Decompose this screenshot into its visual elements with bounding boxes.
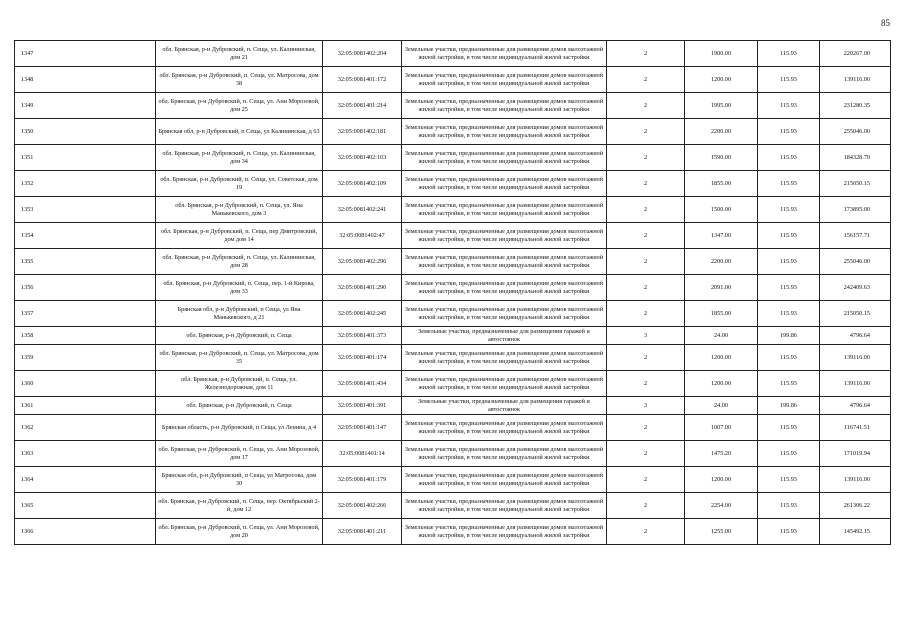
- area-cell: 1200.00: [685, 371, 758, 397]
- land-use-cell: Земельные участки, предназначенные для размещения домов малоэтажной жилой застройки, в том числе индивидуальной жилой застройки: [402, 249, 607, 275]
- row-number-cell: 1366: [15, 519, 156, 545]
- cadastral-number-cell: 32:05:0081402:266: [323, 493, 402, 519]
- area-cell: 1200.00: [685, 67, 758, 93]
- rate-cell: 115.93: [758, 371, 820, 397]
- row-number-cell: 1353: [15, 197, 156, 223]
- land-use-cell: Земельные участки, предназначенные для размещения домов малоэтажной жилой застройки, в том числе индивидуальной жилой застройки: [402, 145, 607, 171]
- category-cell: 2: [607, 197, 685, 223]
- area-cell: 1855.00: [685, 301, 758, 327]
- area-cell: 1347.00: [685, 223, 758, 249]
- address-cell: Брянская обл, р-н Дубровский, п Сеща, ул Яна Манькевского, д 21: [156, 301, 323, 327]
- cadastral-number-cell: 32:05:0081402:109: [323, 171, 402, 197]
- table-row: [15, 249, 891, 275]
- cadastral-number-cell: 32:05:0081401:211: [323, 519, 402, 545]
- land-use-cell: Земельные участки, предназначенные для размещения домов малоэтажной жилой застройки, в том числе индивидуальной жилой застройки: [402, 119, 607, 145]
- address-cell: Брянская обл, р-н Дубровский, п Сеща, ул Калининская, д 63: [156, 119, 323, 145]
- rate-cell: 199.86: [758, 397, 820, 415]
- cadastral-value-cell: 139116.00: [820, 67, 891, 93]
- rate-cell: 115.93: [758, 67, 820, 93]
- row-number-cell: 1359: [15, 345, 156, 371]
- table-row: [15, 345, 891, 371]
- land-use-cell: Земельные участки, предназначенные для размещения домов малоэтажной жилой застройки, в том числе индивидуальной жилой застройки: [402, 519, 607, 545]
- category-cell: 3: [607, 327, 685, 345]
- table-row: [15, 301, 891, 327]
- address-cell: обл. Брянская, р-н Дубровский, п. Сеща, ул. Советская, дом 19: [156, 171, 323, 197]
- cadastral-value-cell: 261306.22: [820, 493, 891, 519]
- row-number-cell: 1351: [15, 145, 156, 171]
- row-number-cell: 1356: [15, 275, 156, 301]
- area-cell: 24.00: [685, 327, 758, 345]
- area-cell: 1855.00: [685, 171, 758, 197]
- address-cell: Брянская область, р-н Дубровский, п Сеща, ул Ленина, д 4: [156, 415, 323, 441]
- rate-cell: 199.86: [758, 327, 820, 345]
- cadastral-value-cell: 231280.35: [820, 93, 891, 119]
- table-row: [15, 371, 891, 397]
- cadastral-number-cell: 32:05:0081402:241: [323, 197, 402, 223]
- category-cell: 2: [607, 67, 685, 93]
- table-row: [15, 275, 891, 301]
- category-cell: 2: [607, 275, 685, 301]
- area-cell: 1995.00: [685, 93, 758, 119]
- cadastral-value-cell: 255046.00: [820, 249, 891, 275]
- rate-cell: 115.93: [758, 223, 820, 249]
- category-cell: 2: [607, 119, 685, 145]
- category-cell: 2: [607, 345, 685, 371]
- rate-cell: 115.93: [758, 93, 820, 119]
- category-cell: 2: [607, 467, 685, 493]
- address-cell: обл. Брянская, р-н Дубровский, п. Сеща, ул. Ани Морозовой, дом 20: [156, 519, 323, 545]
- row-number-cell: 1365: [15, 493, 156, 519]
- land-use-cell: Земельные участки, предназначенные для размещения домов малоэтажной жилой застройки, в том числе индивидуальной жилой застройки: [402, 67, 607, 93]
- table-row: [15, 223, 891, 249]
- rate-cell: 115.93: [758, 441, 820, 467]
- table-row: [15, 493, 891, 519]
- cadastral-number-cell: 32:05:0081401:147: [323, 415, 402, 441]
- address-cell: обл. Брянская, р-н Дубровский, п. Сеща, пер Дмитровский, дом дом 14: [156, 223, 323, 249]
- cadastral-value-cell: 145492.15: [820, 519, 891, 545]
- area-cell: 2091.00: [685, 275, 758, 301]
- cadastral-value-cell: 255046.00: [820, 119, 891, 145]
- land-use-cell: Земельные участки, предназначенные для размещения домов малоэтажной жилой застройки, в том числе индивидуальной жилой застройки: [402, 223, 607, 249]
- table-row: [15, 467, 891, 493]
- land-use-cell: Земельные участки, предназначенные для размещения домов малоэтажной жилой застройки, в том числе индивидуальной жилой застройки: [402, 493, 607, 519]
- land-use-cell: Земельные участки, предназначенные для размещения домов малоэтажной жилой застройки, в том числе индивидуальной жилой застройки: [402, 93, 607, 119]
- cadastral-number-cell: 32:05:0081402:103: [323, 145, 402, 171]
- area-cell: 1007.00: [685, 415, 758, 441]
- cadastral-value-cell: 139116.00: [820, 371, 891, 397]
- address-cell: обл. Брянская, р-н Дубровский, п. Сеща, ул. Железнодорожная, дом 11: [156, 371, 323, 397]
- category-cell: 2: [607, 441, 685, 467]
- category-cell: 2: [607, 145, 685, 171]
- category-cell: 2: [607, 519, 685, 545]
- land-use-cell: Земельные участки, предназначенные для размещения домов малоэтажной жилой застройки, в том числе индивидуальной жилой застройки: [402, 275, 607, 301]
- rate-cell: 115.93: [758, 197, 820, 223]
- land-use-cell: Земельные участки, предназначенные для размещения домов малоэтажной жилой застройки, в том числе индивидуальной жилой застройки: [402, 441, 607, 467]
- rate-cell: 115.93: [758, 493, 820, 519]
- cadastral-number-cell: 32:05:0081402:296: [323, 249, 402, 275]
- cadastral-number-cell: 32:05:0081402:245: [323, 301, 402, 327]
- cadastral-value-cell: 4796.64: [820, 397, 891, 415]
- rate-cell: 115.93: [758, 345, 820, 371]
- area-cell: 1200.00: [685, 345, 758, 371]
- area-cell: 1475.20: [685, 441, 758, 467]
- cadastral-value-cell: 184328.70: [820, 145, 891, 171]
- address-cell: обл. Брянская, р-н Дубровский, п. Сеща: [156, 327, 323, 345]
- row-number-cell: 1363: [15, 441, 156, 467]
- address-cell: обл. Брянская, р-н Дубровский, п. Сеща, ул. Калининская, дом 28: [156, 249, 323, 275]
- address-cell: обл. Брянская, р-н Дубровский, п. Сеща, ул. Калининская, дом 21: [156, 41, 323, 67]
- row-number-cell: 1355: [15, 249, 156, 275]
- cadastral-value-cell: 156157.71: [820, 223, 891, 249]
- table-row: [15, 441, 891, 467]
- table-row: [15, 119, 891, 145]
- cadastral-number-cell: 32:05:0081401:14: [323, 441, 402, 467]
- row-number-cell: 1347: [15, 41, 156, 67]
- table-row: [15, 519, 891, 545]
- row-number-cell: 1361: [15, 397, 156, 415]
- cadastral-value-cell: 220267.00: [820, 41, 891, 67]
- table-body: [15, 41, 891, 545]
- cadastral-value-cell: 139116.00: [820, 345, 891, 371]
- land-use-cell: Земельные участки, предназначенные для размещения домов малоэтажной жилой застройки, в том числе индивидуальной жилой застройки: [402, 197, 607, 223]
- address-cell: обл. Брянская, р-н Дубровский, п. Сеща, ул. Матросова, дом 38: [156, 67, 323, 93]
- area-cell: 1500.00: [685, 197, 758, 223]
- rate-cell: 115.93: [758, 119, 820, 145]
- cadastral-number-cell: 32:05:0081402:47: [323, 223, 402, 249]
- cadastral-value-cell: 171019.94: [820, 441, 891, 467]
- category-cell: 2: [607, 493, 685, 519]
- land-use-cell: Земельные участки, предназначенные для размещения домов малоэтажной жилой застройки, в том числе индивидуальной жилой застройки: [402, 345, 607, 371]
- land-use-cell: Земельные участки, предназначенные для размещения домов малоэтажной жилой застройки, в том числе индивидуальной жилой застройки: [402, 41, 607, 67]
- cadastral-number-cell: 32:05:0081401:434: [323, 371, 402, 397]
- cadastral-number-cell: 32:05:0081402:181: [323, 119, 402, 145]
- cadastral-number-cell: 32:05:0081401:391: [323, 397, 402, 415]
- table-row: [15, 93, 891, 119]
- rate-cell: 115.93: [758, 301, 820, 327]
- cadastral-number-cell: 32:05:0081401:290: [323, 275, 402, 301]
- category-cell: 2: [607, 371, 685, 397]
- address-cell: обл. Брянская, р-н Дубровский, п. Сеща, ул. Ани Морозовой, дом 17: [156, 441, 323, 467]
- land-use-cell: Земельные участки, предназначенные для размещения домов малоэтажной жилой застройки, в том числе индивидуальной жилой застройки: [402, 415, 607, 441]
- category-cell: 2: [607, 249, 685, 275]
- area-cell: 2254.00: [685, 493, 758, 519]
- row-number-cell: 1354: [15, 223, 156, 249]
- area-cell: 1900.00: [685, 41, 758, 67]
- row-number-cell: 1360: [15, 371, 156, 397]
- cadastral-number-cell: 32:05:0081401:172: [323, 67, 402, 93]
- cadastral-value-cell: 139116.00: [820, 467, 891, 493]
- area-cell: 24.00: [685, 397, 758, 415]
- category-cell: 2: [607, 171, 685, 197]
- cadastral-number-cell: 32:05:0081402:204: [323, 41, 402, 67]
- table-row: [15, 41, 891, 67]
- address-cell: обл. Брянская, р-н Дубровский, п. Сеща, ул. Калининская, дом 34: [156, 145, 323, 171]
- cadastral-value-cell: 215050.15: [820, 301, 891, 327]
- rate-cell: 115.93: [758, 249, 820, 275]
- land-use-cell: Земельные участки, предназначенные для размещения домов малоэтажной жилой застройки, в том числе индивидуальной жилой застройки: [402, 171, 607, 197]
- cadastral-number-cell: 32:05:0081401:174: [323, 345, 402, 371]
- address-cell: обл. Брянская, р-н Дубровский, п. Сеща, пер. Октябрьский 2-й, дом 12: [156, 493, 323, 519]
- category-cell: 2: [607, 223, 685, 249]
- address-cell: обл. Брянская, р-н Дубровский, п. Сеща, пер. 1-й Кирова, дом 33: [156, 275, 323, 301]
- cadastral-value-cell: 242409.63: [820, 275, 891, 301]
- land-use-cell: Земельные участки, предназначенные для размещения домов малоэтажной жилой застройки, в том числе индивидуальной жилой застройки: [402, 371, 607, 397]
- address-cell: обл. Брянская, р-н Дубровский, п. Сеща, ул. Матросова, дом 35: [156, 345, 323, 371]
- row-number-cell: 1352: [15, 171, 156, 197]
- cadastral-value-cell: 4796.64: [820, 327, 891, 345]
- land-use-cell: Земельные участки, предназначенные для размещения домов малоэтажной жилой застройки, в том числе индивидуальной жилой застройки: [402, 467, 607, 493]
- area-cell: 2200.00: [685, 119, 758, 145]
- row-number-cell: 1357: [15, 301, 156, 327]
- land-use-cell: Земельные участки, предназначенные для размещения гаражей и автостоянок: [402, 397, 607, 415]
- page-number: 85: [881, 18, 890, 28]
- rate-cell: 115.93: [758, 275, 820, 301]
- cadastral-value-cell: 173895.00: [820, 197, 891, 223]
- area-cell: 1255.00: [685, 519, 758, 545]
- row-number-cell: 1348: [15, 67, 156, 93]
- land-plots-table: [14, 40, 891, 545]
- cadastral-value-cell: 215050.15: [820, 171, 891, 197]
- cadastral-number-cell: 32:05:0081401:179: [323, 467, 402, 493]
- cadastral-number-cell: 32:05:0081401:373: [323, 327, 402, 345]
- rate-cell: 115.93: [758, 519, 820, 545]
- table-row: [15, 327, 891, 345]
- row-number-cell: 1350: [15, 119, 156, 145]
- table-row: [15, 197, 891, 223]
- table-row: [15, 67, 891, 93]
- address-cell: обл. Брянская, р-н Дубровский, п. Сеща: [156, 397, 323, 415]
- rate-cell: 115.93: [758, 145, 820, 171]
- land-use-cell: Земельные участки, предназначенные для размещения домов малоэтажной жилой застройки, в том числе индивидуальной жилой застройки: [402, 301, 607, 327]
- table-row: [15, 415, 891, 441]
- land-use-cell: Земельные участки, предназначенные для размещения гаражей и автостоянок: [402, 327, 607, 345]
- rate-cell: 115.93: [758, 171, 820, 197]
- area-cell: 1590.00: [685, 145, 758, 171]
- rate-cell: 115.93: [758, 41, 820, 67]
- row-number-cell: 1358: [15, 327, 156, 345]
- category-cell: 3: [607, 397, 685, 415]
- table-row: [15, 397, 891, 415]
- table-row: [15, 171, 891, 197]
- area-cell: 2200.00: [685, 249, 758, 275]
- address-cell: обл. Брянская, р-н Дубровский, п. Сеща, ул. Ани Морозовой, дом 25: [156, 93, 323, 119]
- address-cell: Брянская обл, р-н Дубровский, п Сеща, ул Матросова, дом 30: [156, 467, 323, 493]
- cadastral-value-cell: 116741.51: [820, 415, 891, 441]
- row-number-cell: 1364: [15, 467, 156, 493]
- rate-cell: 115.93: [758, 467, 820, 493]
- cadastral-number-cell: 32:05:0081401:214: [323, 93, 402, 119]
- area-cell: 1200.00: [685, 467, 758, 493]
- category-cell: 2: [607, 41, 685, 67]
- table-row: [15, 145, 891, 171]
- category-cell: 2: [607, 301, 685, 327]
- rate-cell: 115.93: [758, 415, 820, 441]
- address-cell: обл. Брянская, р-н Дубровский, п. Сеща, ул. Яна Манькевского, дом 3: [156, 197, 323, 223]
- row-number-cell: 1362: [15, 415, 156, 441]
- row-number-cell: 1349: [15, 93, 156, 119]
- category-cell: 2: [607, 93, 685, 119]
- category-cell: 2: [607, 415, 685, 441]
